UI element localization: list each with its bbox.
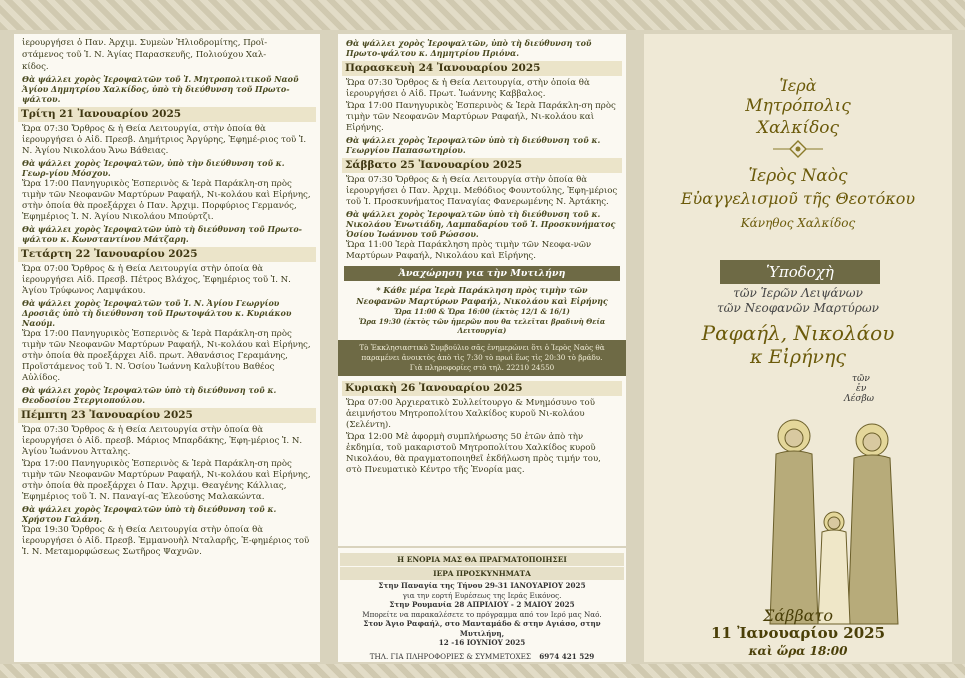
event-time: καὶ ὥρα 18:00 bbox=[748, 644, 848, 658]
column-middle bbox=[338, 34, 626, 546]
phone-number: 6974 421 529 bbox=[539, 651, 595, 661]
pilgrimages-subtitle: ΙΕΡΑ ΠΡΟΣΚΥΝΗΜΑΤΑ bbox=[340, 567, 624, 580]
church-name-line: Εὐαγγελισμοῦ τῆς Θεοτόκου bbox=[680, 189, 916, 208]
notice-line: Τὸ Ἐκκλησιαστικὸ Συμβούλιο σᾶς ἐνημερώνει ὅτι ὁ Ἱερὸς Ναὸς θὰ bbox=[359, 343, 605, 352]
metropolis-line: Χαλκίδος bbox=[756, 118, 840, 138]
service-entry: Ὥρα 07:30 Ὄρθρος & ἡ Θεία Λειτουργία, στὴν ὁποία θὰ ἱερουργήσει ὁ Αἰδ. Πρεσβ. Δημήτριος Ἀργύρης, Ἐφημέ-ριος τοῦ Ἱ. Ν. Ἁγίου Νικολάου Ἄνω Βάθειας. bbox=[22, 124, 307, 156]
daily-line: Ὥρα 11:00 & Ὥρα 16:00 (ἐκτὸς 12/1 & 16/1) bbox=[394, 307, 570, 316]
day-heading-saturday: Σάββατο 25 Ἰανουαρίου 2025 bbox=[342, 158, 622, 173]
choir-note: Θὰ ψάλλει χορὸς Ἱεροψαλτῶν ὑπὸ τὴ διεύθυνση τοῦ Πρωτο-ψάλτου κ. Κωνσταντίνου Μάτζαρη. bbox=[22, 224, 302, 244]
phone-line bbox=[346, 652, 618, 662]
pilgrimage-line: 12 -16 ΙΟΥΝΙΟΥ 2025 bbox=[438, 638, 526, 647]
intro-line: στάμενος τοῦ Ἱ. Ν. Ἁγίας Παρασκευῆς, Πολιούχου Χαλ- bbox=[22, 50, 267, 60]
cover-panel bbox=[644, 34, 952, 662]
departure-banner: Ἀναχώρηση για τὴν Μυτιλήνη bbox=[344, 266, 620, 281]
relics-line: τῶν Νεοφανῶν Μαρτύρων bbox=[717, 301, 879, 315]
service-entry: Ὥρα 07:00 Ὄρθρος & ἡ Θεία Λειτουργία στὴν ὁποία θὰ ἱερουργήσει Αἰδ. Πρεσβ. Πέτρος Βλάχος, Ἐφημέριος τοῦ Ἱ. Ν. Ἁγίου Τρύφωνος Λαμψάκου. bbox=[22, 264, 291, 296]
pilgrimages-box bbox=[338, 548, 626, 662]
service-entry: Ὥρα 17:00 Πανηγυρικὸς Ἑσπερινὸς & Ἱερὰ Παράκλη-ση πρὸς τιμὴν τῶν Νεοφανῶν Μαρτύρων Ραφαήλ, Νι-κολάου καὶ Εἰρήνης, στὴν ὁποία θὰ προεξάρχει ὁ Παν. Ἀρχιμ. Πορφύριος Γερμανός, Ἐφημέριος Ἱ. Ν. Ἁγίου Νικολάου Μπούρτζι. bbox=[22, 179, 311, 222]
metropolis-line: Ἱερὰ bbox=[779, 76, 817, 95]
in-label: ἐν bbox=[856, 384, 867, 394]
pilgrimage-line: Στον Άγιο Ραφαήλ, στο Μανταμάδο & στην Αγιάσο, στην Μυτιλήνη, bbox=[363, 619, 601, 638]
day-heading-tuesday: Τρίτη 21 Ἰανουαρίου 2025 bbox=[18, 107, 316, 122]
pilgrimage-line: Μπορείτε να παρακαλέσετε το πρόγραμμα από τον Ιερό μας Ναό. bbox=[362, 609, 602, 619]
service-entry: Ὥρα 07:30 Ὄρθρος & ἡ Θεία Λειτουργία στὴν ὁποία θὰ ἱερουργήσει ὁ Παν. Ἀρχιμ. Μεθόδιος Φουντούλης, Ἐφη-μέριος τοῦ Ἱ. Προσκυνήματος Παναγίας Φανερωμένης Ν. Ἀρτάκης. bbox=[346, 175, 618, 207]
choir-note: Θὰ ψάλλει χορὸς Ἱεροψαλτῶν, ὑπὸ τὴ διεύθυνση τοῦ Πρωτο-ψάλτου κ. Δημητρίου Πριόνα. bbox=[346, 38, 592, 58]
event-date: 11 Ἰανουαρίου 2025 bbox=[710, 624, 886, 642]
day-heading-wednesday: Τετάρτη 22 Ἰανουαρίου 2025 bbox=[18, 247, 316, 262]
saints-names: κ Εἰρήνης bbox=[750, 346, 846, 368]
choir-note: Θὰ ψάλλει χορὸς Ἱεροψαλτῶν ὑπὸ τὴ διεύθυνση τοῦ κ. Νικολάου Ἐνωτιάδη, Λαμπαδαρίου τοῦ Ἱ. Προσκυνήματος Ὁσίου Ἰωάννου τοῦ Ρώσσου. bbox=[346, 209, 616, 239]
daily-line: * Κάθε μέρα Ἱερὰ Παράκληση πρὸς τιμὴν τῶν bbox=[376, 285, 588, 295]
metropolis-line: Μητρόπολις bbox=[745, 96, 851, 116]
choir-note: Θὰ ψάλλει χορὸς Ἱεροψαλτῶν, ὑπὸ τὴν διεύθυνση τοῦ κ. Γεωρ-γίου Μόσχου. bbox=[22, 158, 285, 178]
choir-note: Θὰ ψάλλει χορὸς Ἱεροψαλτῶν ὑπὸ τὴ διεύθυνση τοῦ κ. Θεοδοσίου Στεργιοπούλου. bbox=[22, 385, 277, 405]
service-entry: Ὥρα 11:00 Ἱερὰ Παράκληση πρὸς τιμὴν τῶν Νεοφα-νῶν Μαρτύρων Ραφαήλ, Νικολάου καὶ Εἰρήνης. bbox=[346, 240, 592, 261]
notice-line: Γιὰ πληροφορίες στὸ τηλ. 22210 24550 bbox=[409, 363, 555, 372]
service-entry: Ὥρα 12:00 Μὲ ἀφορμὴ συμπλήρωσης 50 ἐτῶν ἀπὸ τὴν ἐκδημία, τοῦ μακαριστοῦ Μητροπολίτου Χαλκίδος κυροῦ Νικολάου, θὰ πραγματοποιηθεῖ ἐκδήλωση πρὸς τιμήν του, στὸ Πνευματικὸ Κέντρο τῆς Ἐνορία μας. bbox=[346, 432, 601, 475]
choir-note: Θὰ ψάλλει χορὸς Ἱεροψαλτῶν τοῦ Ἱ. Μητροπολιτικοῦ Ναοῦ Ἁγίου Δημητρίου Χαλκίδος, ὑπὸ τὴ διεύθυνση τοῦ Πρωτο-ψάλτου. bbox=[22, 74, 299, 104]
church-name-line: Ἱερὸς Ναὸς bbox=[748, 166, 848, 186]
column-left bbox=[14, 34, 320, 662]
intro-line: ἱερουργήσει ὁ Παν. Ἀρχιμ. Συμεὼν Ἠλιοδρομίτης, Προϊ- bbox=[22, 38, 268, 48]
welcome-banner: Ὑποδοχὴ bbox=[720, 260, 880, 284]
day-heading-friday: Παρασκευὴ 24 Ἰανουαρίου 2025 bbox=[342, 61, 622, 76]
ornament-icon bbox=[773, 140, 823, 158]
service-entry: Ὥρα 07:30 Ὄρθρος & ἡ Θεία Λειτουργία, στὴν ὁποία θὰ ἱερουργήσει ὁ Αἰδ. Πρωτ. Ἰωάννης Καββαλος. bbox=[346, 78, 590, 99]
pilgrimage-line: Στην Ρουμανία 28 ΑΠΡΙΛΙΟΥ - 2 ΜΑΙΟΥ 2025 bbox=[389, 600, 575, 609]
notice-line: παραμένει ἀνοικτὸς ἀπὸ τὶς 7:30 τὸ πρωὶ ἕως τὶς 20:30 τὸ βράδυ. bbox=[361, 353, 603, 362]
choir-note: Θὰ ψάλλει χορὸς Ἱεροψαλτῶν ὑπὸ τὴ διεύθυνση τοῦ κ. Γεωργίου Παπασωτηρίου. bbox=[346, 135, 601, 155]
of-label: τῶν bbox=[852, 374, 870, 384]
saints-icon bbox=[754, 414, 914, 629]
event-day: Σάββατο bbox=[763, 606, 833, 625]
pilgrimages-title: Η ΕΝΟΡΙΑ ΜΑΣ ΘΑ ΠΡΑΓΜΑΤΟΠΟΙΗΣΕΙ bbox=[340, 553, 624, 566]
service-entry: Ὥρα 07:30 Ὄρθρος & ἡ Θεία Λειτουργία στὴν ὁποία θὰ ἱερουργήσει ὁ Αἰδ. πρεσβ. Μάριος Μπαρδάκης, Ἐφη-μέριος Ἱ. Ν. Ἁγίου Ἰωάννου Ἀτταλης. bbox=[22, 425, 303, 457]
relics-line: τῶν Ἱερῶν Λειψάνων bbox=[733, 286, 863, 300]
phone-label: ΤΗΛ. ΓΙΑ ΠΛΗΡΟΦΟΡΙΕΣ & ΣΥΜΜΕΤΟΧΕΣ bbox=[369, 651, 531, 661]
saints-names: Ραφαήλ, Νικολάου bbox=[701, 321, 895, 345]
service-entry: Ὥρα 17:00 Πανηγυρικὸς Ἑσπερινὸς & Ἱερὰ Παράκλη-ση πρὸς τιμὴν τῶν Νεοφανῶν Μαρτύρων Ραφαήλ, Νι-κολάου καὶ Εἰρήνης. bbox=[346, 101, 616, 133]
service-entry: Ὥρα 17:00 Πανηγυρικὸς Ἑσπερινὸς & Ἱερὰ Παράκλη-ση πρὸς τιμὴν τῶν Νεοφανῶν Μαρτύρων Ραφαήλ, Νι-κολάου καὶ Εἰρήνης, στὴν ὁποία θὰ προεξάρχει Αἰδ. πρωτ. Ἀθανάσιος Γεραμάνης, Προϊστάμενος τοῦ Ἱ. Ν. Ὁσίου Ἰωάννη Καλυβίτου Βαθέος Αὐλίδος. bbox=[22, 329, 311, 383]
intro-line: κίδος. bbox=[22, 62, 49, 72]
day-heading-sunday: Κυριακὴ 26 Ἰανουαρίου 2025 bbox=[342, 381, 622, 396]
service-entry: Ὥρα 17:00 Πανηγυρικὸς Ἑσπερινὸς & Ἱερὰ Παράκλη-ση πρὸς τιμὴν τῶν Νεοφανῶν Μαρτύρων Ραφαήλ, Νι-κολάου καὶ Εἰρήνης, στὴν ὁποία θὰ προεξάρχει ὁ Παν. Ἀρχιμ. Θεαγένης Κάλλιας, Ἐφημέριος τοῦ Ἱ. Ν. Παναγί-ας Ἐλεούσης Μαλακώντα. bbox=[22, 459, 311, 502]
ornament-bottom bbox=[0, 664, 965, 678]
pilgrimage-line: για την εορτή Ευρέσεως της Ιεράς Εικόνος. bbox=[402, 590, 562, 600]
ornament-top bbox=[0, 0, 965, 30]
lesvos-label: Λέσβω bbox=[844, 394, 875, 404]
choir-note: Θὰ ψάλλει χορὸς Ἱεροψαλτῶν ὑπὸ τὴ διεύθυνση τοῦ κ. Χρήστου Γαλάνη. bbox=[22, 504, 277, 524]
daily-line: Νεοφανῶν Μαρτύρων Ραφαήλ, Νικολάου καὶ Εἰρήνης bbox=[356, 296, 608, 306]
church-location: Κάνηθος Χαλκίδος bbox=[740, 216, 856, 230]
service-entry: Ὥρα 07:00 Ἀρχιερατικὸ Συλλείτουργο & Μνημόσυνο τοῦ ἀειμνήστου Μητροπολίτου Χαλκίδος κυροῦ Νι-κολάου (Σελέντη). bbox=[346, 398, 595, 430]
church-notice bbox=[338, 340, 626, 376]
day-heading-thursday: Πέμπτη 23 Ἰανουαρίου 2025 bbox=[18, 408, 316, 423]
pilgrimage-line: Στην Παναγία της Τήνου 29-31 ΙΑΝΟΥΑΡΙΟΥ 2025 bbox=[378, 581, 586, 590]
service-entry: Ὥρα 19:30 Ὄρθρος & ἡ Θεία Λειτουργία στὴν ὁποία θὰ ἱερουργήσει ὁ Αἰδ. Πρεσβ. Ἐμμανουὴλ Νταλαρῆς, Ἐ-φημέριος τοῦ Ἱ. Ν. Μεταμορφώσεως Σωτῆρος Ψαχνῶν. bbox=[22, 525, 310, 557]
choir-note: Θὰ ψάλλει χορὸς Ἱεροψαλτῶν τοῦ Ἱ. Ν. Ἁγίου Γεωργίου Δροσιᾶς ὑπὸ τὴ διεύθυνση τοῦ Πρωτοψάλτου κ. Κυριάκου Ναούμ. bbox=[22, 298, 292, 328]
daily-line: Ὥρα 19:30 (ἐκτὸς τῶν ἡμερῶν που θα τελεῖται βραδινὴ Θεία Λειτουργία) bbox=[358, 317, 606, 335]
